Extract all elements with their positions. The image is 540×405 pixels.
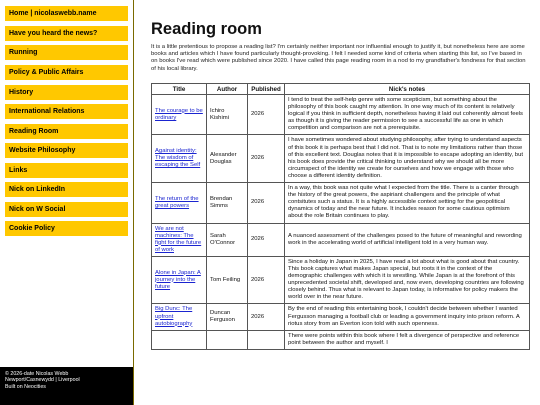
notes-cell: In a way, this book was not quite what I expected from the title. There is a canter through the history of the great powers, the aspiriant challengers and the principle of what contsitutes such a status. It is a highly accessible context setting for the geopolitical dynamics of today and the near future. It includes reason for some cautious optimism about the role Britain continues to play. (285, 183, 530, 223)
author-cell: Sarah O'Connor (207, 223, 248, 256)
notes-cell: A nuanced assessment of the challenges posed to the future of meaningful and rewording work in the accelerating world of artificial intelligent told in a very human way. (285, 223, 530, 256)
nav-item-running[interactable]: Running (5, 45, 128, 60)
title-cell (152, 135, 207, 183)
title-cell (152, 95, 207, 135)
page-title: Reading room (151, 20, 262, 38)
sidebar-nav (0, 0, 134, 405)
author-cell: Ichiro Kishimi (207, 95, 248, 135)
nav-item-international-relations[interactable]: International Relations (5, 104, 128, 119)
footer-built-on: Built on Neocities (5, 383, 46, 390)
table-row (152, 135, 530, 183)
notes-cell: Since a holiday in Japan in 2025, I have read a lot about what is good about that country. This book captures what makes Japan special, but roots it in the context of the demographic challenges with which it is wrestling. While Japan is at the forefront of this unprecedented societal shift, developed and, now even, developing countries are following closely behind. Thus what is relevant to Japan today, is informative for policy makers the world over in the near future. (285, 256, 530, 304)
title-cell (152, 330, 207, 349)
sidebar-footer (0, 367, 133, 405)
nav-item-history[interactable]: History (5, 85, 128, 100)
table-row (152, 95, 530, 135)
nav-item-home[interactable]: Home | nicolaswebb.name (5, 6, 128, 21)
notes-cell: I have sometimes wondered about studying philosophy, after trying to understand aspects of this book it is perhaps best that I did not. That is to note my limitations rather than those of this excellent text. Douglas notes that it is impossible to escape adopting an identity, but his book does provide the critical thinking to understand why we should all be more circumspect of the identity we create for ourselves and how we engage with those who choose a different identity definition. (285, 135, 530, 183)
published-cell: 2026 (248, 256, 285, 304)
author-cell: Duncan Ferguson (207, 304, 248, 330)
published-cell: 2026 (248, 223, 285, 256)
footer-locations: Newport/Casnewydd | Liverpool (5, 377, 80, 384)
table-row (152, 330, 530, 349)
intro-paragraph: It is a little pretentious to propose a reading list? I'm certainly neither important nor influential enough to justify it, but nonetheless here are some books and articles which I have found particularly thought-provoking. I felt I needed some kind of criteria when starting this list, so I've based in on books I've read which were published since 2020. I have called this page reading room in a nod to my grandfather's fondness for that section of his local library. (151, 44, 526, 72)
notes-cell: There were points within this book where I felt a divergence of perspective and reference point between the author and myself. I (285, 330, 530, 349)
title-cell (152, 256, 207, 304)
book-title-link[interactable]: Alone in Japan: A journey into the future (155, 269, 201, 290)
published-cell: 2026 (248, 183, 285, 223)
nav-item-news[interactable]: Have you heard the news? (5, 26, 128, 41)
notes-cell: I tend to treat the self-help genre with some scepticism, but something about the philosophy of this book caught my attention. In one way much of its content is relatively logical if you think in sufficient depth, nonetheless having it laid out coherently almost feels as though it is giving the reader permission to see a successful life as one in which competition and comparison are not a prerequisite. (285, 95, 530, 135)
table-row (152, 223, 530, 256)
published-cell: 2026 (248, 95, 285, 135)
author-cell: Tom Feiling (207, 256, 248, 304)
author-cell (207, 330, 248, 349)
reading-list-table (151, 83, 530, 350)
header-notes: Nick's notes (285, 84, 530, 95)
book-title-link[interactable]: We are not machines: The fight for the future of work (155, 225, 202, 253)
published-cell: 2026 (248, 135, 285, 183)
nav-item-linkedin[interactable]: Nick on LinkedIn (5, 182, 128, 197)
book-title-link[interactable]: Big Dunc: The upfront autobiography (155, 306, 193, 327)
nav-item-policy-public-affairs[interactable]: Policy & Public Affairs (5, 65, 128, 80)
nav-item-website-philosophy[interactable]: Website Philosophy (5, 143, 128, 158)
header-title: Title (152, 84, 207, 95)
notes-cell: By the end of reading this entertaining book, I couldn't decide between whether I wanted Fergusson managing a football club or leading a government inquiry into prison reform. A riotus story from an Everton icon told with such openness. (285, 304, 530, 330)
header-author: Author (207, 84, 248, 95)
author-cell: Brendan Simms (207, 183, 248, 223)
title-cell (152, 223, 207, 256)
nav-item-cookie-policy[interactable]: Cookie Policy (5, 221, 128, 236)
author-cell: Alexander Douglas (207, 135, 248, 183)
header-published: Published (248, 84, 285, 95)
main-content (151, 0, 531, 405)
table-row (152, 183, 530, 223)
footer-copyright: © 2026-date Nicolas Webb (5, 371, 69, 377)
nav-item-w-social[interactable]: Nick on W Social (5, 202, 128, 217)
book-title-link[interactable]: Against identity: The wisdom of escaping the Self (155, 148, 201, 169)
book-title-link[interactable]: The return of the great powers (155, 195, 199, 209)
book-title-link[interactable]: The courage to be ordinary (155, 107, 203, 121)
title-cell (152, 304, 207, 330)
table-row (152, 304, 530, 330)
table-row (152, 256, 530, 304)
table-header-row (152, 84, 530, 95)
published-cell (248, 330, 285, 349)
nav-item-reading-room[interactable]: Reading Room (5, 124, 128, 139)
title-cell (152, 183, 207, 223)
nav-item-links[interactable]: Links (5, 163, 128, 178)
published-cell: 2026 (248, 304, 285, 330)
